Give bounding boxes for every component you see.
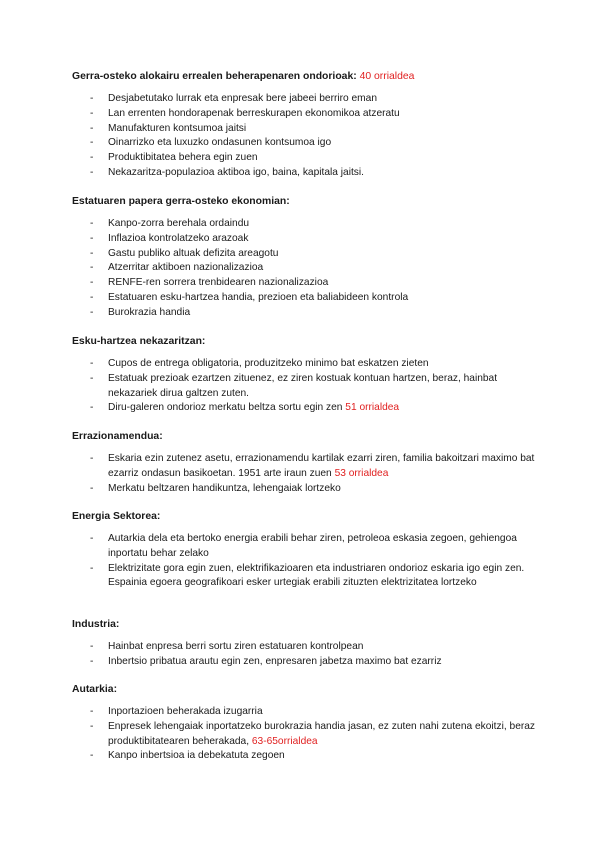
section-ondorioak <box>72 70 542 181</box>
list-item: - Diru-galeren ondorioz merkatu beltza sortu egin zen 51 orrialdea <box>90 402 400 414</box>
section-autarkia <box>72 683 542 764</box>
bullet-list <box>72 92 542 181</box>
section-heading: Gerra-osteko alokairu errealen beherapenaren ondorioak: 40 orrialdea <box>72 71 415 82</box>
section-heading: Errazionamendua: <box>72 431 163 442</box>
list-item: - Inbertsio pribatua arautu egin zen, enpresaren jabetza maximo bat ezarriz <box>90 655 442 667</box>
list-item: - Lan errenten hondorapenak berreskurapen ekonomikoa atzeratu <box>90 107 400 119</box>
section-errazionamendua <box>72 430 542 496</box>
list-item: - Atzerritar aktiboen nazionalizazioa <box>90 262 264 274</box>
page-reference: 40 orrialdea <box>359 71 415 82</box>
section-energia <box>72 510 542 591</box>
bullet-list <box>72 532 542 591</box>
list-item: - Manufakturen kontsumoa jaitsi <box>90 122 247 134</box>
list-item: - Kanpo-zorra berehala ordaindu <box>90 218 250 229</box>
bullet-list <box>72 705 542 764</box>
section-nekazaritza <box>72 335 542 416</box>
page-reference: 51 orrialdea <box>345 402 400 414</box>
section-estatuaren-papera <box>72 195 542 321</box>
page-reference: 63-65orrialdea <box>251 735 318 747</box>
list-item: - Gastu publiko altuak defizita areagotu <box>90 247 279 259</box>
list-item: - Enpresek lehengaiak inportatzeko burokrazia handia jasan, ez zuten nahi zutena ekoitzi, beraz produktibitatearen beherakada, 63-65orrialdea <box>90 720 536 747</box>
bullet-list <box>72 640 542 670</box>
list-item: - Kanpo inbertsioa ia debekatuta zegoen <box>90 750 285 762</box>
section-industria <box>72 618 542 670</box>
bullet-list <box>72 452 542 496</box>
list-item: - Autarkia dela eta bertoko energia erabili behar ziren, petroleoa eskasia zegoen, gehiengoa inportatu behar zelako <box>90 533 517 559</box>
list-item: - Produktibitatea behera egin zuen <box>90 152 258 164</box>
list-item: - Estatuak prezioak ezartzen zituenez, ez ziren kostuak kontuan hartzen, beraz, hainbat nekazariek dirua galtzen zuten. <box>90 372 498 399</box>
section-heading: Energia Sektorea: <box>72 511 161 522</box>
section-heading: Autarkia: <box>72 684 118 695</box>
list-item: - Merkatu beltzaren handikuntza, lehengaiak lortzeko <box>90 482 341 494</box>
list-item: - Inflazioa kontrolatzeko arazoak <box>90 232 249 244</box>
list-item: - RENFE-ren sorrera trenbidearen nazionalizazioa <box>90 277 329 289</box>
bullet-list <box>72 217 542 321</box>
list-item: - Eskaria ezin zutenez asetu, errazionamendu kartilak ezarri ziren, familia bakoitzari maximo bat ezarriz ondasun basikoetan. 1951 arte iraun zuen 53 orrialdea <box>90 453 535 479</box>
list-item: - Estatuaren esku-hartzea handia, prezioen eta baliabideen kontrola <box>90 291 409 303</box>
page-reference: 53 orrialdea <box>334 467 389 479</box>
list-item: - Burokrazia handia <box>90 306 191 318</box>
bullet-list <box>72 357 542 416</box>
list-item: - Cupos de entrega obligatoria, produzitzeko minimo bat eskatzen zieten <box>90 358 429 369</box>
section-heading: Estatuaren papera gerra-osteko ekonomian: <box>72 196 290 207</box>
list-item: - Inportazioen beherakada izugarria <box>90 706 263 717</box>
section-heading: Esku-hartzea nekazaritzan: <box>72 336 206 347</box>
list-item: - Elektrizitate gora egin zuen, elektrifikazioaren eta industriaren ondorioz eskaria igo egin zen. Espainia egoera geografikoari esker urtegiak erabili zituzten elektrizitatea lortzeko <box>90 562 525 589</box>
section-heading: Industria: <box>72 619 120 630</box>
list-item: - Hainbat enpresa berri sortu ziren estatuaren kontrolpean <box>90 641 364 652</box>
list-item: - Nekazaritza-populazioa aktiboa igo, baina, kapitala jaitsi. <box>90 166 364 178</box>
list-item: - Desjabetutako lurrak eta enpresak bere jabeei berriro eman <box>90 93 377 104</box>
list-item: - Oinarrizko eta luxuzko ondasunen kontsumoa igo <box>90 137 332 149</box>
